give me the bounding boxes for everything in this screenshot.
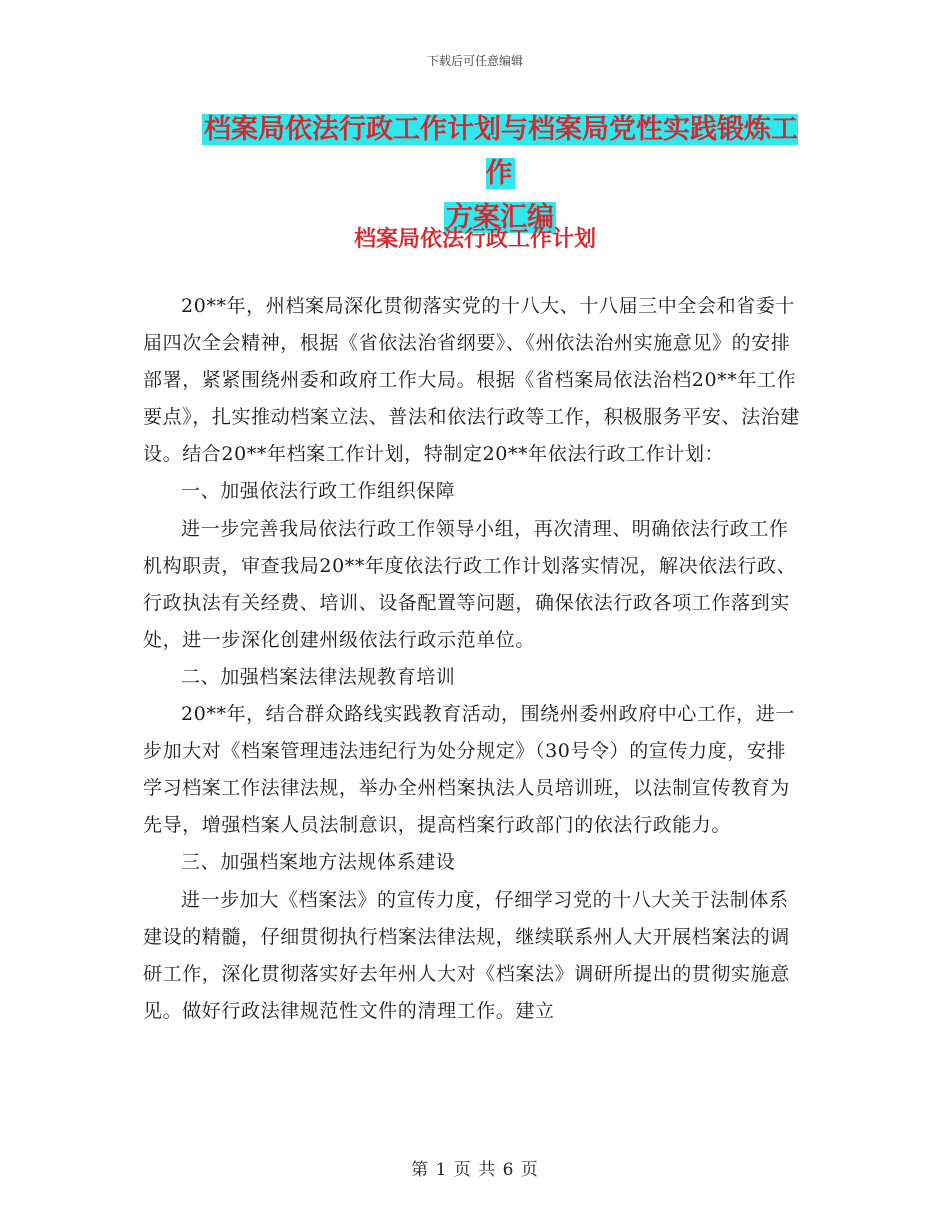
paragraph-one: 进一步完善我局依法行政工作领导小组，再次清理、明确依法行政工作机构职责，审查我局20**年度依法行政工作计划落实情况，解决依法行政、行政执法有关经费、培训、设备配置等问题，确保依法行政各项工作落到实处，进一步深化创建州级依法行政示范单位。 <box>143 517 797 651</box>
heading-two: 二、加强档案法律法规教育培训 <box>181 665 456 688</box>
paragraph-three: 进一步加大《档案法》的宣传力度，仔细学习党的十八大关于法制体系建设的精髓，仔细贯彻执行档案法律法规，继续联系州人大开展档案法的调研工作，深化贯彻落实好去年州人大对《档案法》调研所提出的贯彻实施意见。做好行政法律规范性文件的清理工作。建立 <box>143 888 790 1022</box>
heading-one: 一、加强依法行政工作组织保障 <box>181 480 456 503</box>
page-number-footer: 第 1 页 共 6 页 <box>411 1160 539 1180</box>
document-title-line-1: 档案局依法行政工作计划与档案局党性实践锻炼工作 <box>204 114 798 189</box>
document-title <box>190 108 810 240</box>
paragraph-two: 20**年，结合群众路线实践教育活动，围绕州委州政府中心工作，进一步加大对《档案管理违法违纪行为处分规定》（30号令）的宣传力度，安排学习档案工作法律法规，举办全州档案执法人员培训班，以法制宣传教育为先导，增强档案人员法制意识，提高档案行政部门的依法行政能力。 <box>143 703 795 837</box>
document-title-line-2: 方案汇编 <box>446 202 554 233</box>
heading-three: 三、加强档案地方法规体系建设 <box>181 851 456 874</box>
section-title: 档案局依法行政工作计划 <box>353 226 596 252</box>
document-body <box>143 288 805 1030</box>
page-header-note: 下载后可任意编辑 <box>426 54 523 68</box>
paragraph-intro: 20**年，州档案局深化贯彻落实党的十八大、十八届三中全会和省委十届四次全会精神，根据《省依法治省纲要》、《州依法治州实施意见》的安排部署，紧紧围绕州委和政府工作大局。根据《省档案局依法治档20**年工作要点》，扎实推动档案立法、普法和依法行政等工作，积极服务平安、法治建设。结合20**年档案工作计划，特制定20**年依法行政工作计划： <box>143 295 800 466</box>
